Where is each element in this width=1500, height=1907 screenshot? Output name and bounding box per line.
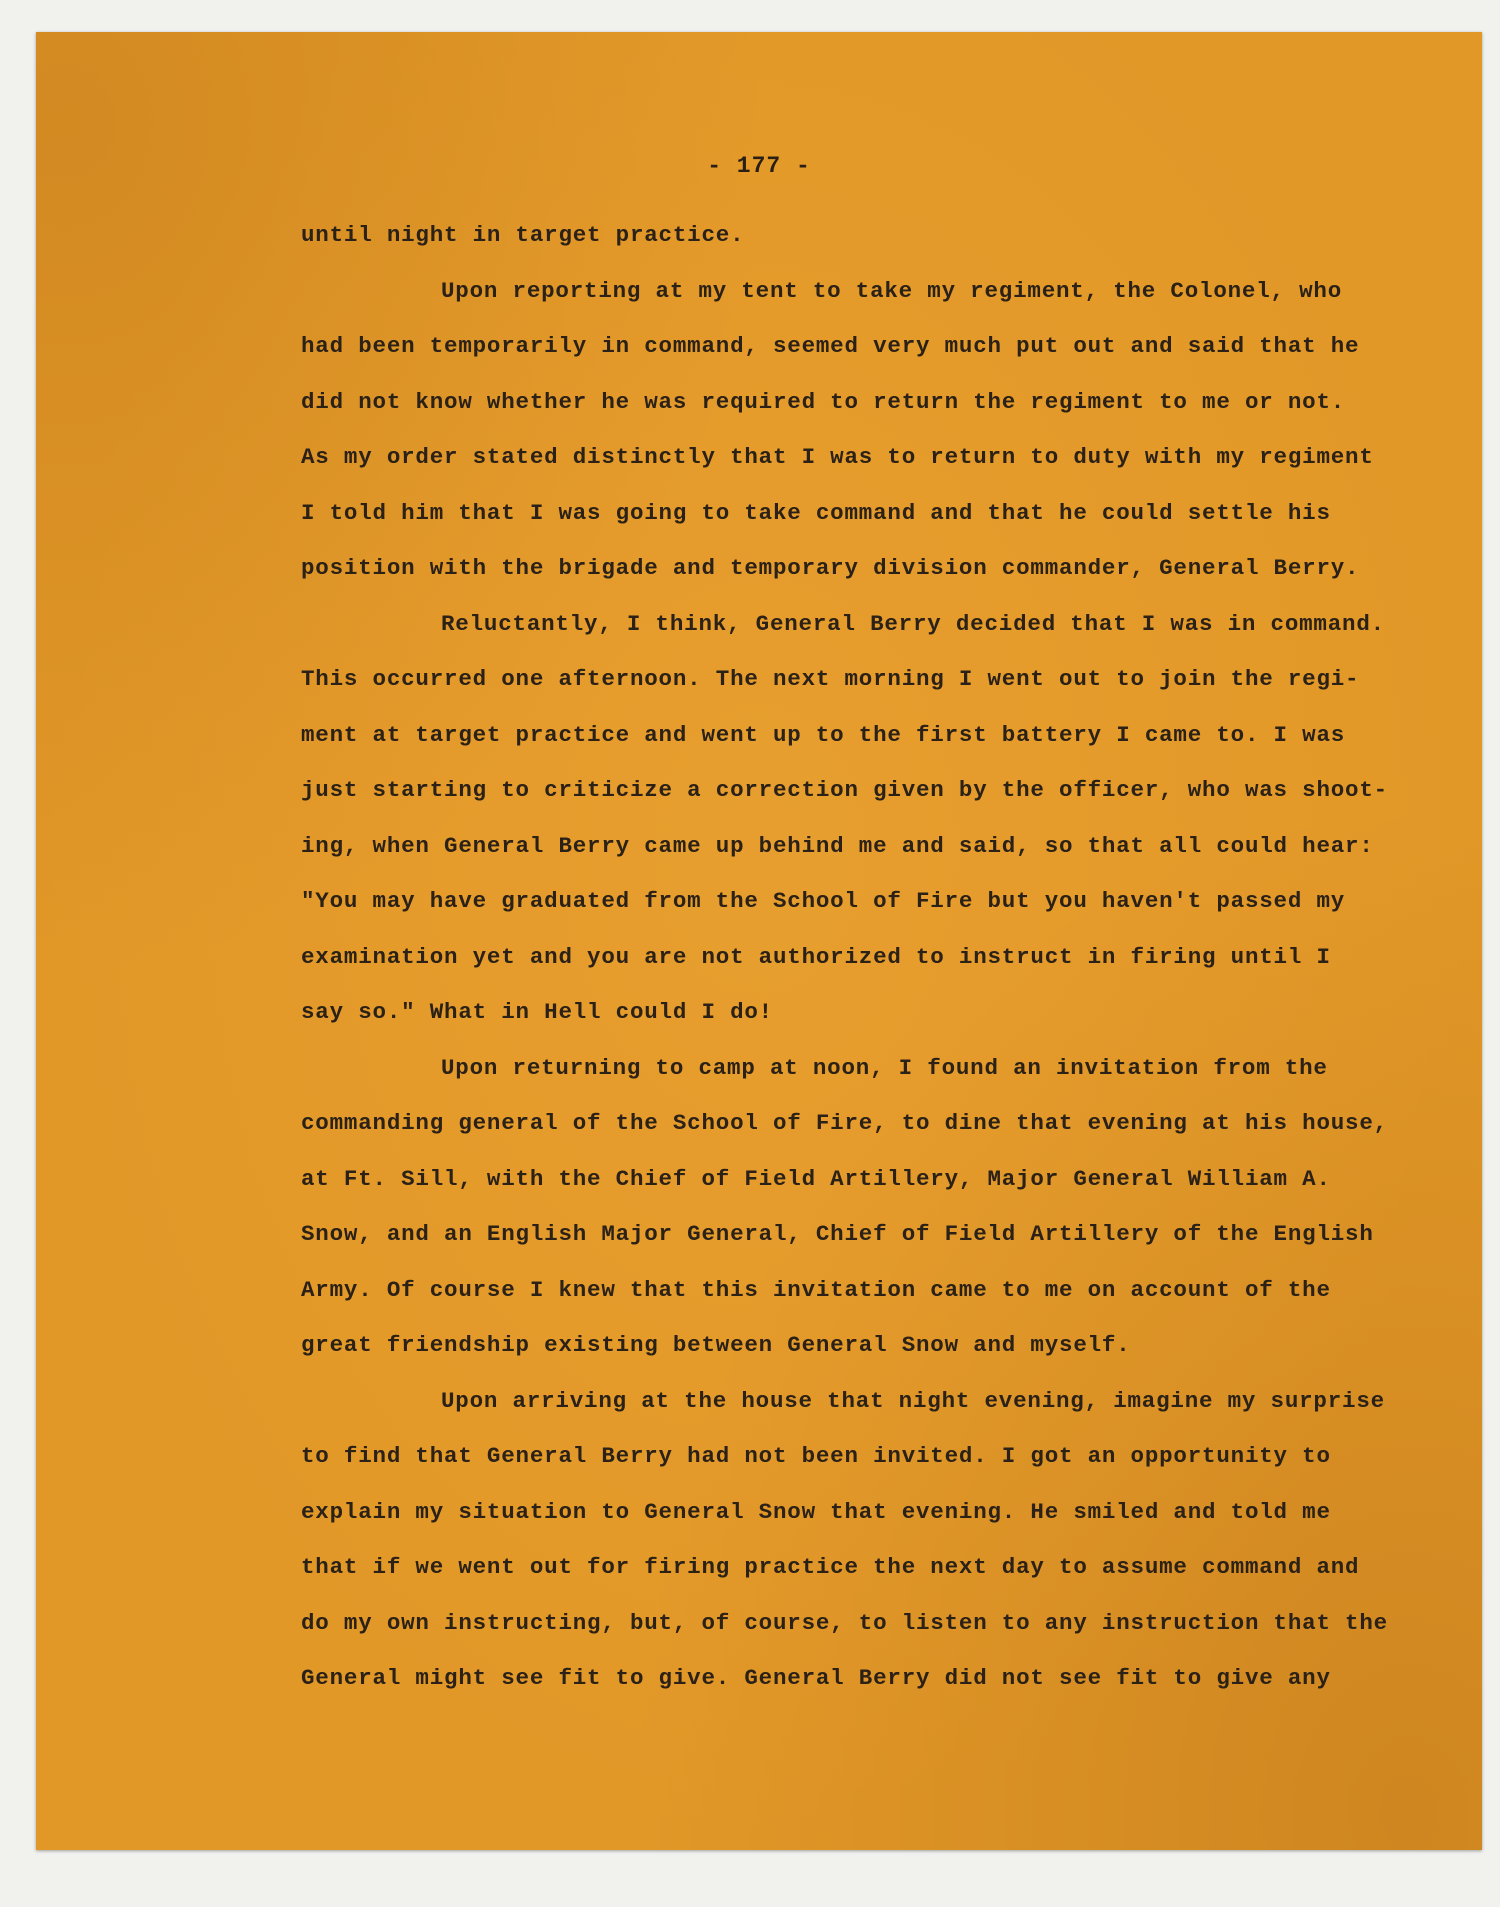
text-line: great friendship existing between General Snow and myself. — [301, 1332, 1131, 1358]
text-line: until night in target practice. — [301, 222, 745, 248]
text-line: say so." What in Hell could I do! — [301, 999, 773, 1025]
text-line: position with the brigade and temporary division commander, General Berry. — [301, 555, 1360, 581]
text-line: do my own instructing, but, of course, to listen to any instruction that the — [301, 1609, 1388, 1636]
text-line: Reluctantly, I think, General Berry decided that I was in command. — [441, 610, 1385, 637]
text-line: just starting to criticize a correction given by the officer, who was shoot- — [301, 777, 1388, 803]
text-line: ment at target practice and went up to the first battery I came to. I was — [301, 721, 1346, 748]
text-line: to find that General Berry had not been invited. I got an opportunity to — [301, 1443, 1331, 1469]
text-line: at Ft. Sill, with the Chief of Field Artillery, Major General William A. — [301, 1165, 1331, 1192]
text-line: did not know whether he was required to return the regiment to me or not. — [301, 388, 1346, 415]
text-line: that if we went out for firing practice the next day to assume command and — [301, 1554, 1360, 1580]
body-text — [301, 208, 1451, 1707]
text-line: had been temporarily in command, seemed very much put out and said that he — [301, 333, 1360, 359]
text-line: examination yet and you are not authorized to instruct in firing until I — [301, 943, 1331, 970]
text-line: Upon arriving at the house that night evening, imagine my surprise — [441, 1387, 1385, 1414]
text-line: "You may have graduated from the School of Fire but you haven't passed my — [301, 888, 1346, 914]
text-line: General might see fit to give. General Berry did not see fit to give any — [301, 1665, 1331, 1691]
text-line: This occurred one afternoon. The next morning I went out to join the regi- — [301, 666, 1360, 692]
text-line: commanding general of the School of Fire, to dine that evening at his house, — [301, 1110, 1388, 1136]
page-number: - 177 - — [707, 153, 811, 179]
text-line: ing, when General Berry came up behind me and said, so that all could hear: — [301, 832, 1374, 859]
text-line: explain my situation to General Snow that evening. He smiled and told me — [301, 1498, 1331, 1525]
text-line: I told him that I was going to take command and that he could settle his — [301, 499, 1331, 526]
typed-page — [36, 32, 1482, 1850]
text-line: Upon reporting at my tent to take my regiment, the Colonel, who — [441, 277, 1343, 304]
text-line: As my order stated distinctly that I was to return to duty with my regiment — [301, 444, 1374, 470]
text-line: Snow, and an English Major General, Chief of Field Artillery of the English — [301, 1221, 1374, 1247]
text-line: Army. Of course I knew that this invitation came to me on account of the — [301, 1276, 1331, 1303]
text-line: Upon returning to camp at noon, I found an invitation from the — [441, 1054, 1328, 1081]
